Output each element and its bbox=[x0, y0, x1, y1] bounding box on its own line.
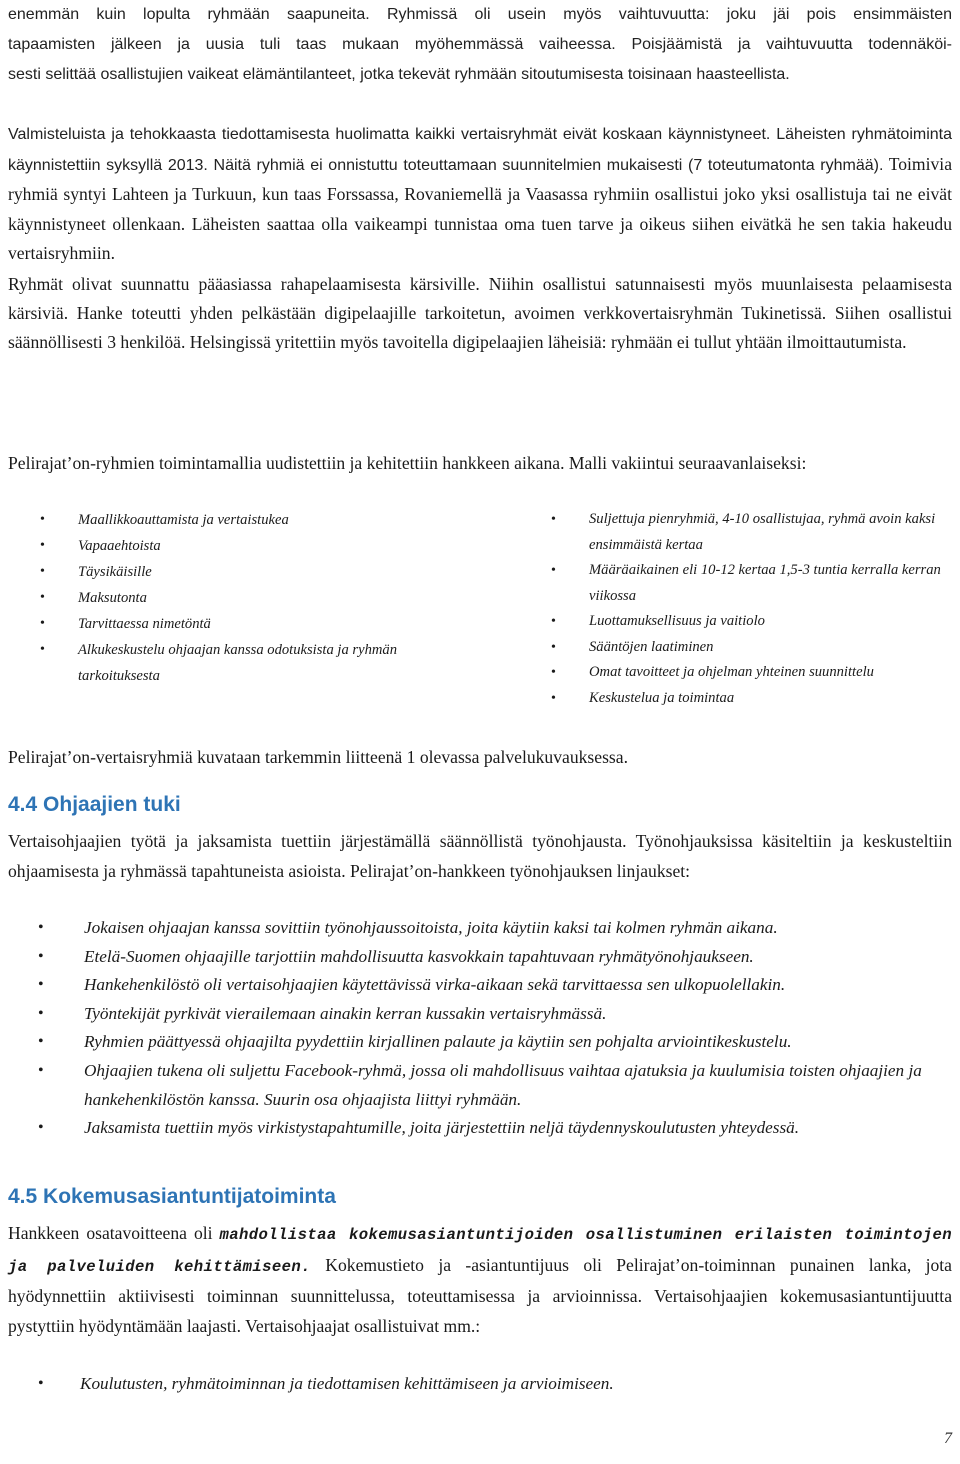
paragraph-service-description: Pelirajat’on-vertaisryhmiä kuvataan tarkemmin liitteenä 1 olevassa palvelukuvauksessa. bbox=[8, 747, 628, 767]
section-intro: Vertaisohjaajien työtä ja jaksamista tuettiin järjestämällä säännöllistä työnohjausta. Työnohjauksissa käsiteltiin ja keskusteltiin ohjaamisesta ja ryhmässä tapahtuneista asioista. Pelirajat’on-hankkeen työnohjauksen linjaukset: bbox=[8, 831, 952, 881]
paragraph-target-groups: Ryhmät olivat suunnattu pääasiassa rahapelaamisesta kärsiville. Niihin osallistui satunnaisesti myös muunlaisesta pelaamisesta kärsiviä. Hanke toteutti yhden pelkästään digipelaajille tarkoitetun, avoimen verkkovertaisryhmän Tukinetissä. Siihen osallistui säännöllisesti 3 henkilöä. Helsingissä yritettiin myös tavoitella digipelaajien läheisiä: ryhmään ei tullut yhtään ilmoittautumista. bbox=[8, 274, 952, 353]
bullet-icon: • bbox=[38, 1119, 44, 1137]
intro-line: enemmän kuin lopulta ryhmään saapuneita. Ryhmissä oli usein myös vaihtuvuutta: joku jäi pois ensimmäisten bbox=[8, 6, 952, 23]
bullet-icon: • bbox=[40, 512, 45, 527]
paragraph-group-status bbox=[8, 119, 952, 269]
list-item: • Tarvittaessa nimetöntä bbox=[40, 611, 440, 637]
list-item: • Maksutonta bbox=[40, 585, 440, 611]
list-item: • Alkukeskustelu ohjaajan kanssa odotuksista ja ryhmän tarkoituksesta bbox=[40, 637, 440, 689]
bullet-icon: • bbox=[38, 1033, 44, 1051]
model-list-right bbox=[551, 507, 951, 711]
paragraph-model-intro: Pelirajat’on-ryhmien toimintamallia uudistettiin ja kehitettiin hankkeen aikana. Malli vakiintui seuraavanlaiseksi: bbox=[8, 453, 807, 473]
bullet-icon: • bbox=[551, 665, 556, 680]
bullet-icon: • bbox=[551, 690, 556, 706]
list-item: • Jokaisen ohjaajan kanssa sovittiin työnohjaussoitoista, joita käytiin kaksi tai kolmen ryhmän aikana. bbox=[8, 914, 952, 943]
bullet-icon: • bbox=[40, 642, 45, 657]
bullet-icon: • bbox=[551, 512, 556, 527]
section-heading: 4.4 Ohjaajien tuki bbox=[8, 793, 181, 816]
list-item: • Suljettuja pienryhmiä, 4-10 osallistujaa, ryhmä avoin kaksi ensimmäistä kertaa bbox=[551, 507, 951, 558]
list-item: • Omat tavoitteet ja ohjelman yhteinen suunnittelu bbox=[551, 660, 951, 686]
intro-line: tapaamisten jälkeen ja uusia tuli taas mukaan myöhemmässä vaiheessa. Poisjäämistä ja vaihtuvuutta todennäköi- bbox=[8, 36, 952, 53]
list-item: • Maallikkoauttamista ja vertaistukea bbox=[40, 507, 440, 533]
bullet-icon: • bbox=[38, 919, 44, 936]
list-item: • Hankehenkilöstö oli vertaisohjaajien käytettävissä virka-aikaan sekä tarvittaessa sen ulkopuolellakin. bbox=[8, 971, 952, 1000]
intro-line: sesti selittää osallistujien vaikeat elämäntilanteet, jotka tekevät ryhmään sitoutumisesta toisinaan haasteellista. bbox=[8, 66, 790, 83]
section-heading: 4.5 Kokemusasiantuntijatoiminta bbox=[8, 1185, 336, 1208]
list-item: • Etelä-Suomen ohjaajille tarjottiin mahdollisuutta kasvokkain tapahtuvaan ryhmätyönohjaukseen. bbox=[8, 943, 952, 972]
paragraph-sans-part: Valmisteluista ja tehokkaasta tiedottamisesta huolimatta kaikki vertaisryhmät eivät koskaan käynnistyneet. Läheisten ryhmätoiminta käynnistettiin syksyllä 2013. Näitä ryhmiä ei onnistuttu toteuttamaan suunnitelmien mukaisesti (7 toteutumatonta ryhmää). bbox=[8, 126, 952, 174]
list-item: • Ohjaajien tukena oli suljettu Facebook-ryhmä, jossa oli mahdollisuus vaihtaa ajatuksia ja kuulumisia toisten ohjaajien ja hankehenkilöstön kanssa. Suurin osa ohjaajista liittyi ryhmään. bbox=[8, 1057, 952, 1114]
list-item: • Luottamuksellisuus ja vaitiolo bbox=[551, 609, 951, 635]
bullet-icon: • bbox=[38, 976, 44, 994]
list-item: • Keskustelua ja toimintaa bbox=[551, 686, 951, 712]
bullet-icon: • bbox=[40, 590, 45, 605]
emphasized-goal: mahdollistaa kokemusasiantuntijoiden osallistuminen erilaisten toimintojen ja palveluiden kehittämiseen. bbox=[8, 1226, 952, 1276]
supervision-list bbox=[8, 914, 952, 1143]
bullet-icon: • bbox=[38, 947, 44, 965]
bullet-icon: • bbox=[551, 563, 556, 578]
section-intro: Hankkeen osatavoitteena oli mahdollistaa kokemusasiantuntijoiden osallistuminen erilaisten toimintojen ja palveluiden kehittämiseen. Kokemustieto ja -asiantuntijuus oli Pelirajat’on-toiminnan punainen lanka, jota hyödynnettiin aktiivisesti toiminnan suunnittelussa, toteuttamisessa ja arvioinnissa. Vertaisohjaajien kokemusasiantuntijuutta pystyttiin hyödyntämään laajasti. Vertaisohjaajat osallistuivat mm.: bbox=[8, 1223, 952, 1336]
list-item: • Sääntöjen laatiminen bbox=[551, 635, 951, 661]
list-item: • Täysikäisille bbox=[40, 559, 440, 585]
expert-list bbox=[8, 1370, 952, 1399]
bullet-icon: • bbox=[40, 564, 45, 579]
page-number: 7 bbox=[944, 1430, 952, 1447]
list-item: • Jaksamista tuettiin myös virkistystapahtumille, joita järjestettiin neljä täydennyskoulutusten yhteydessä. bbox=[8, 1114, 952, 1143]
bullet-icon: • bbox=[551, 639, 556, 655]
list-item: • Vapaaehtoista bbox=[40, 533, 440, 559]
bullet-icon: • bbox=[40, 616, 45, 631]
bullet-icon: • bbox=[38, 1375, 44, 1392]
paragraph-serif-part: Toimivia ryhmiä syntyi Lahteen ja Turkuun, kun taas Forssassa, Rovaniemellä ja Vaasassa ryhmiin osallistui joko yksi osallistuja tai ne eivät käynnistyneet ollenkaan. Läheisten saattaa olla vaikeampi tunnistaa oma tuen tarve ja oikeus siihen eivätkä he sen takia hakeudu vertaisryhmiin. bbox=[8, 153, 953, 263]
model-list-left bbox=[40, 507, 440, 689]
list-item: • Koulutusten, ryhmätoiminnan ja tiedottamisen kehittämiseen ja arvioimiseen. bbox=[8, 1370, 952, 1399]
bullet-icon: • bbox=[38, 1061, 44, 1079]
bullet-icon: • bbox=[38, 1004, 44, 1022]
bullet-icon: • bbox=[551, 614, 556, 629]
list-item: • Työntekijät pyrkivät vierailemaan ainakin kerran kussakin vertaisryhmässä. bbox=[8, 1000, 952, 1029]
list-item: • Määräaikainen eli 10-12 kertaa 1,5-3 tuntia kerralla kerran viikossa bbox=[551, 558, 951, 609]
bullet-icon: • bbox=[40, 538, 45, 553]
intro-paragraph bbox=[8, 0, 952, 90]
list-item: • Ryhmien päättyessä ohjaajilta pyydettiin kirjallinen palaute ja käytiin sen pohjalta arviointikeskustelu. bbox=[8, 1028, 952, 1057]
